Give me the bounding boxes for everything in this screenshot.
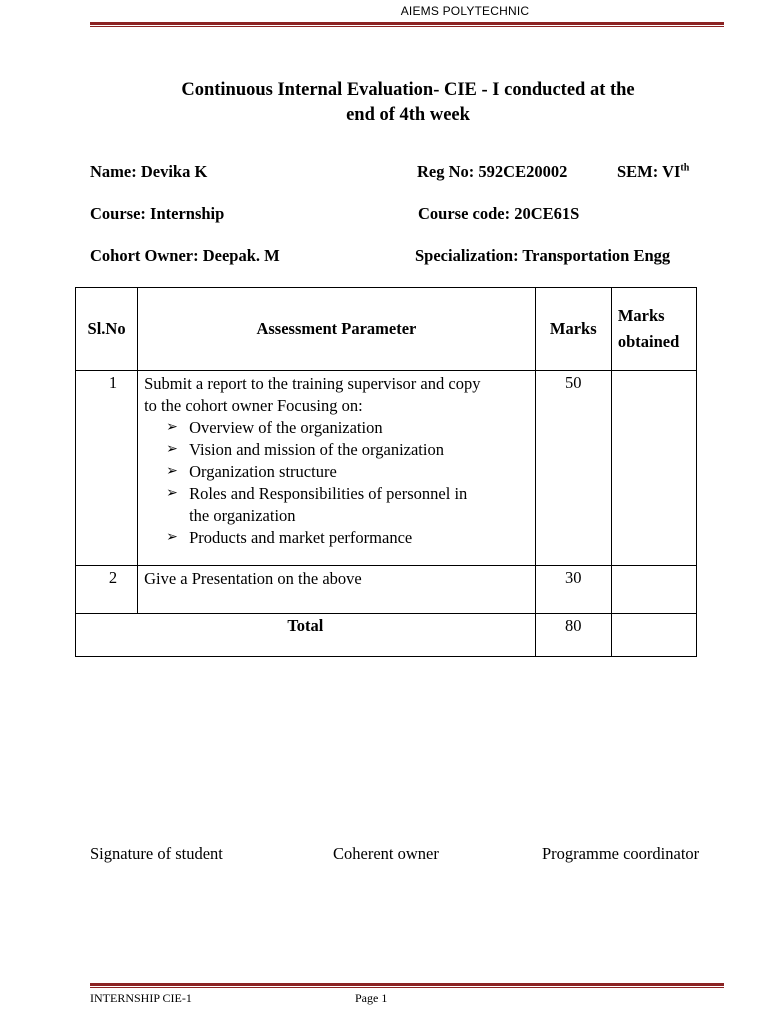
row-marks: 50 bbox=[535, 371, 611, 566]
title-line-1: Continuous Internal Evaluation- CIE - I conducted at the bbox=[181, 80, 635, 100]
list-item bbox=[164, 461, 529, 483]
arrow-bullet-icon: ➢ bbox=[166, 486, 178, 501]
row-marks: 30 bbox=[535, 566, 611, 614]
course-code: Course code: 20CE61S bbox=[418, 204, 580, 223]
param-line-1: Submit a report to the training supervisor and copy bbox=[144, 374, 481, 393]
list-item-text: Organization structure bbox=[189, 462, 337, 481]
col-header-marks: Marks bbox=[535, 288, 611, 371]
arrow-bullet-icon: ➢ bbox=[166, 442, 178, 457]
total-label: Total bbox=[76, 614, 536, 657]
col-header-slno: Sl.No bbox=[76, 288, 138, 371]
row-parameter: Give a Presentation on the above bbox=[138, 566, 536, 614]
table-row bbox=[76, 371, 697, 566]
col-header-parameter: Assessment Parameter bbox=[138, 288, 536, 371]
list-item bbox=[164, 483, 529, 527]
list-item bbox=[164, 527, 529, 549]
assessment-table bbox=[75, 287, 697, 657]
row-obtained bbox=[611, 566, 696, 614]
list-item bbox=[164, 439, 529, 461]
semester-value: SEM: VI bbox=[617, 162, 681, 181]
arrow-bullet-icon: ➢ bbox=[166, 464, 178, 479]
specialization: Specialization: Transportation Engg bbox=[415, 246, 671, 265]
student-name: Name: Devika K bbox=[90, 162, 208, 181]
signature-coordinator: Programme coordinator bbox=[542, 844, 700, 863]
list-item bbox=[164, 417, 529, 439]
footer-rule bbox=[90, 983, 724, 988]
row-slno: 2 bbox=[76, 566, 138, 614]
arrow-bullet-icon: ➢ bbox=[166, 420, 178, 435]
total-row bbox=[76, 614, 697, 657]
semester-suffix: th bbox=[680, 162, 690, 174]
list-item-text: Overview of the organization bbox=[189, 418, 383, 437]
row-parameter bbox=[138, 371, 536, 566]
focus-list bbox=[144, 417, 529, 549]
total-marks: 80 bbox=[535, 614, 611, 657]
row-slno: 1 bbox=[76, 371, 138, 566]
arrow-bullet-icon: ➢ bbox=[166, 530, 178, 545]
list-item-text: Vision and mission of the organization bbox=[189, 440, 444, 459]
total-obtained bbox=[611, 614, 696, 657]
list-item-text: Roles and Responsibilities of personnel in bbox=[189, 484, 468, 503]
header-rule bbox=[90, 22, 724, 27]
title-line-2: end of 4th week bbox=[346, 105, 470, 125]
semester bbox=[617, 162, 689, 182]
row-obtained bbox=[611, 371, 696, 566]
footer-page-number: Page 1 bbox=[355, 991, 388, 1005]
signature-student: Signature of student bbox=[90, 844, 223, 863]
signature-owner: Coherent owner bbox=[333, 844, 439, 863]
col-header-obtained bbox=[611, 288, 696, 371]
param-line-2: to the cohort owner Focusing on: bbox=[144, 396, 363, 415]
course: Course: Internship bbox=[90, 204, 225, 223]
document-title bbox=[140, 78, 676, 128]
cohort-owner: Cohort Owner: Deepak. M bbox=[90, 246, 280, 265]
list-item-text: Products and market performance bbox=[189, 528, 413, 547]
header-institution: AIEMS POLYTECHNIC bbox=[400, 4, 530, 18]
reg-no: Reg No: 592CE20002 bbox=[417, 162, 568, 181]
footer-left: INTERNSHIP CIE-1 bbox=[90, 991, 192, 1005]
obtained-line-2: obtained bbox=[617, 332, 680, 351]
table-header-row bbox=[76, 288, 697, 371]
list-item-continuation: the organization bbox=[189, 506, 296, 525]
obtained-line-1: Marks bbox=[617, 306, 665, 325]
table-row bbox=[76, 566, 697, 614]
